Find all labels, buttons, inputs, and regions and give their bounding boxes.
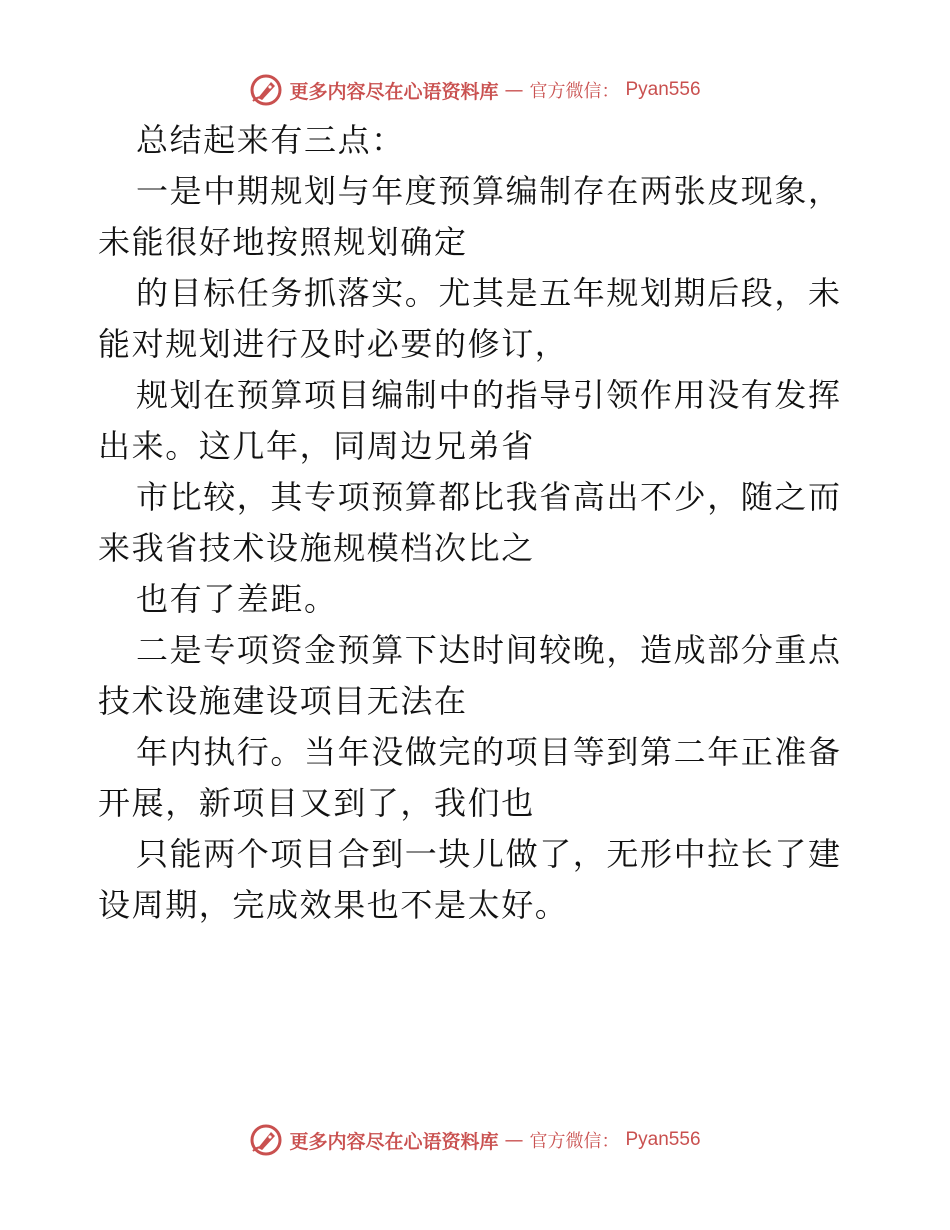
footer-watermark (0, 1120, 950, 1160)
footer-separator: — (504, 1129, 524, 1151)
footer-wechat-handle: Pyan556 (625, 1129, 701, 1150)
document-body (98, 120, 858, 936)
header-wechat-handle: Pyan556 (625, 79, 701, 100)
body-line: 总结起来有三点： (136, 121, 405, 159)
body-line: 一是中期规划与年度预算编制存在两张皮现象， (136, 172, 842, 210)
header-separator: — (504, 79, 524, 101)
body-line: 市比较，其专项预算都比我省高出不少，随之而 (136, 478, 842, 516)
pen-nib-logo-icon (249, 73, 283, 107)
body-line: 出来。这几年，同周边兄弟省 (98, 427, 535, 465)
body-line: 技术设施建设项目无法在 (98, 682, 468, 720)
body-line: 的目标任务抓落实。尤其是五年规划期后段，未 (136, 274, 842, 312)
body-line: 也有了差距。 (136, 580, 338, 618)
body-line: 只能两个项目合到一块儿做了，无形中拉长了建 (136, 835, 842, 873)
body-line: 规划在预算项目编制中的指导引领作用没有发挥 (136, 376, 842, 414)
pen-nib-logo-icon (249, 1123, 283, 1157)
header-watermark (0, 70, 950, 110)
body-line: 未能很好地按照规划确定 (98, 223, 468, 261)
body-line: 开展，新项目又到了，我们也 (98, 784, 535, 822)
header-wechat-label: 官方微信： (529, 81, 620, 102)
footer-site-name: 更多内容尽在心语资料库 (289, 1130, 499, 1153)
body-line: 设周期，完成效果也不是太好。 (98, 886, 569, 924)
body-line: 能对规划进行及时必要的修订， (98, 325, 569, 363)
body-line: 来我省技术设施规模档次比之 (98, 529, 535, 567)
body-line: 年内执行。当年没做完的项目等到第二年正准备 (136, 733, 842, 771)
footer-wechat-label: 官方微信： (529, 1131, 620, 1152)
header-site-name: 更多内容尽在心语资料库 (289, 80, 499, 103)
body-line: 二是专项资金预算下达时间较晚，造成部分重点 (136, 631, 842, 669)
